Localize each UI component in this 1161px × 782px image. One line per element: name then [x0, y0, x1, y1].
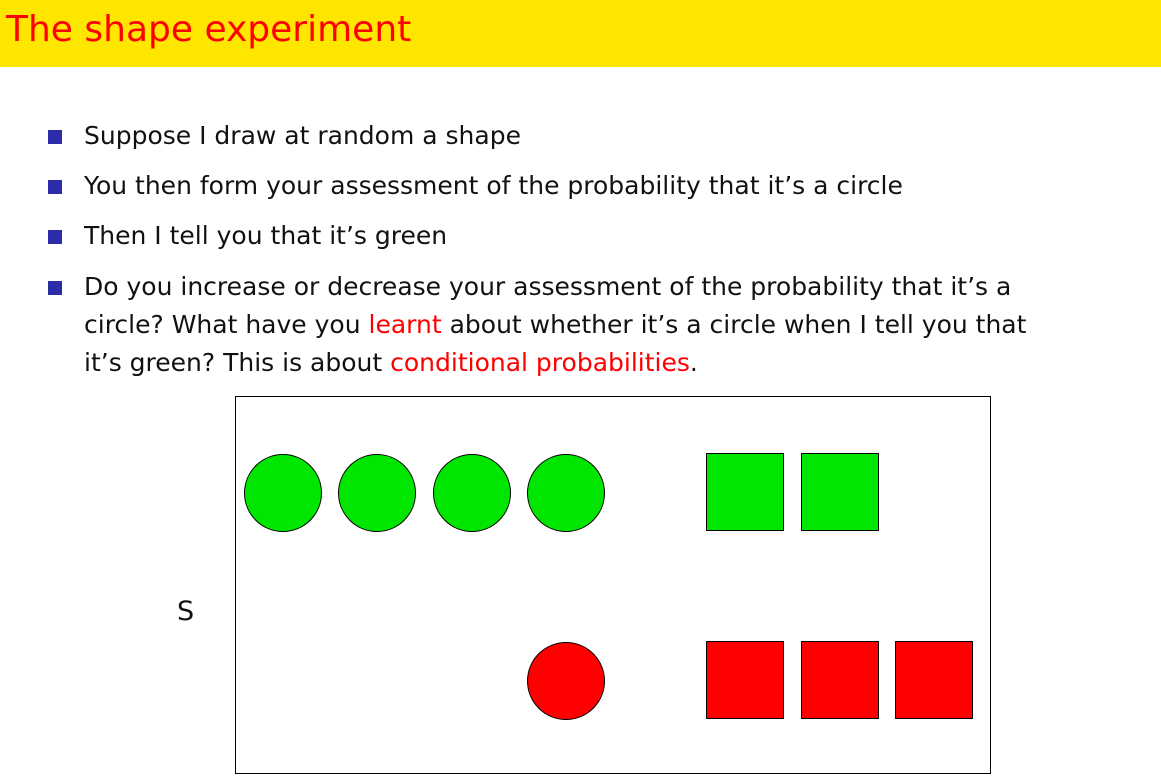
red-square: [801, 641, 879, 719]
green-square: [706, 453, 784, 531]
green-circle: [527, 454, 605, 532]
bullet-item: Then I tell you that it’s green: [84, 221, 448, 250]
green-circle: [244, 454, 322, 532]
highlight-conditional-probabilities: conditional probabilities: [390, 348, 690, 377]
bullet-line: [84, 344, 1154, 382]
bullet-marker-icon: [48, 281, 62, 295]
bullet-line: Do you increase or decrease your assessment of the probability that it’s a: [84, 272, 1012, 301]
title-bar: [0, 0, 1161, 67]
red-circle: [527, 642, 605, 720]
green-circle: [338, 454, 416, 532]
green-square: [801, 453, 879, 531]
text-run: it’s green? This is about: [84, 348, 391, 377]
text-run: circle? What have you: [84, 310, 369, 339]
bullet-marker-icon: [48, 230, 62, 244]
bullet-line: [84, 306, 1154, 344]
highlight-learnt: learnt: [368, 310, 442, 339]
slide-title: The shape experiment: [6, 9, 412, 50]
red-square: [706, 641, 784, 719]
bullet-item-multiline: [84, 268, 1154, 382]
bullet-marker-icon: [48, 130, 62, 144]
green-circle: [433, 454, 511, 532]
sample-space-label: S: [177, 596, 195, 627]
bullet-item: You then form your assessment of the probability that it’s a circle: [84, 171, 903, 200]
text-run: about whether it’s a circle when I tell you that: [441, 310, 1027, 339]
bullet-marker-icon: [48, 180, 62, 194]
red-square: [895, 641, 973, 719]
sample-space-box: [235, 396, 991, 774]
text-run: .: [689, 348, 698, 377]
bullet-item: Suppose I draw at random a shape: [84, 121, 521, 150]
